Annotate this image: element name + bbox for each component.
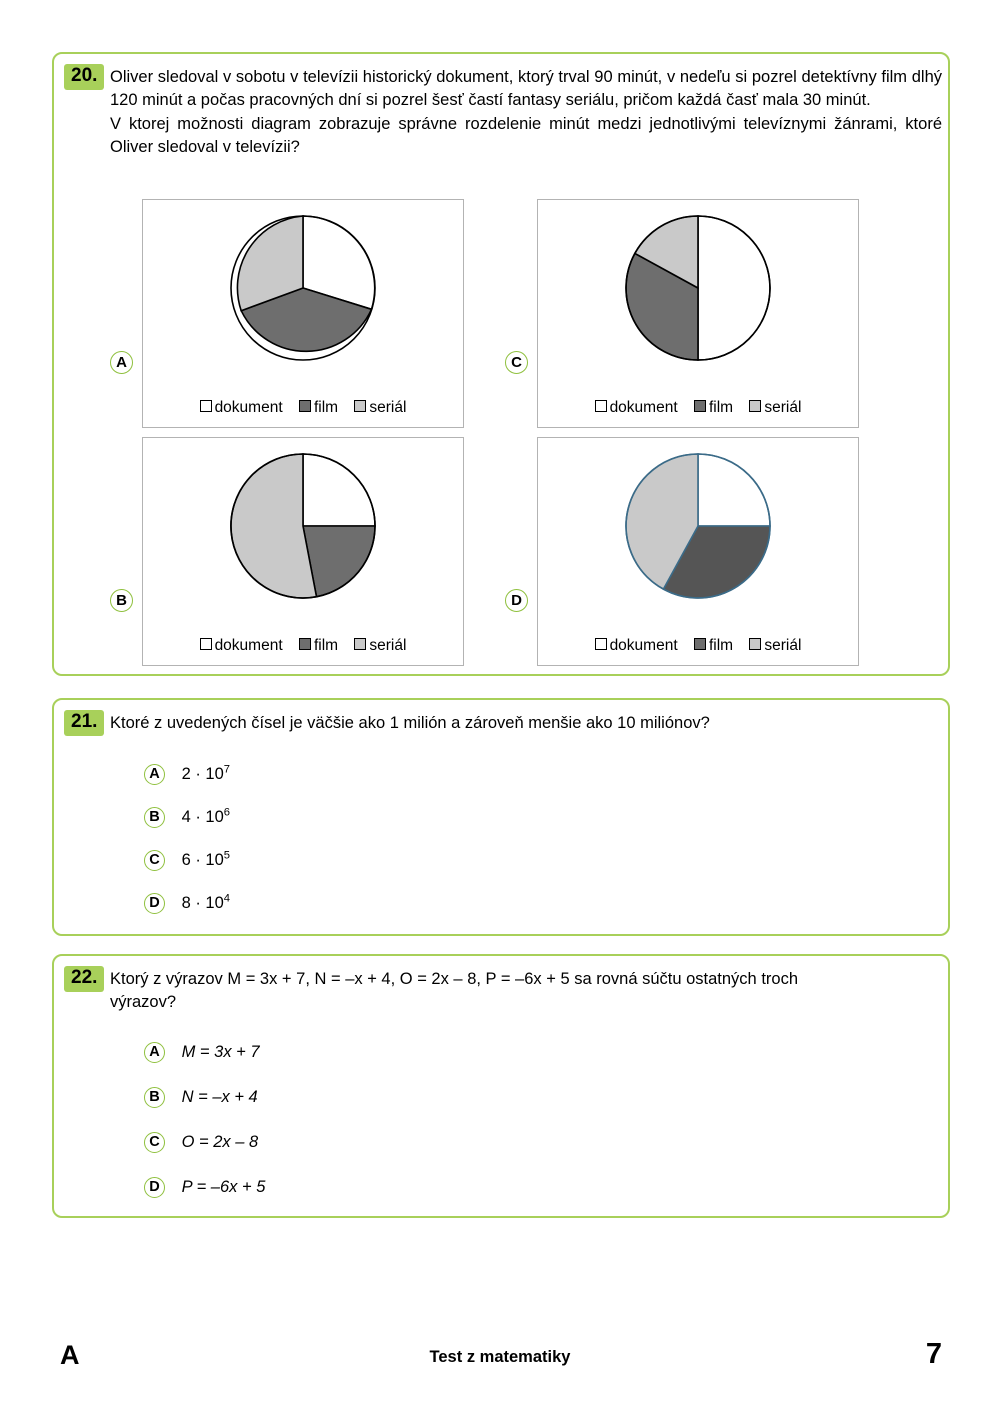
swatch-light-icon xyxy=(749,400,761,412)
pie-chart-a-svg xyxy=(223,208,383,368)
answer-row-21-b[interactable] xyxy=(144,807,230,828)
pie-chart-a xyxy=(223,208,383,373)
answer-row-22-c[interactable] xyxy=(144,1132,258,1153)
legend-label-serial: seriál xyxy=(369,399,407,416)
legend-b xyxy=(143,637,463,655)
footer-form-letter: A xyxy=(60,1340,80,1370)
pie-chart-d-svg xyxy=(618,446,778,606)
chart-panel-b[interactable] xyxy=(142,437,464,666)
answer-text-21-d xyxy=(182,893,230,914)
footer-page-number: 7 xyxy=(925,1338,942,1370)
option-letter-c: C xyxy=(144,850,165,871)
option-letter-c: C xyxy=(144,1132,165,1153)
question-21-text-line1: Ktoré z uvedených čísel je väčšie ako 1 milión a zároveň menšie ako 10 miliónov? xyxy=(110,714,710,732)
option-letter-d: D xyxy=(144,1177,165,1198)
swatch-dark-icon xyxy=(694,638,706,650)
question-21-box xyxy=(52,698,950,936)
legend-label-film: film xyxy=(708,637,734,654)
legend-label-serial: seriál xyxy=(369,637,407,654)
legend-label-dokument: dokument xyxy=(214,399,283,416)
answer-text-22-b: N = –x + 4 xyxy=(181,1088,258,1107)
footer-title: Test z matematiky xyxy=(429,1348,571,1366)
legend-item-serial xyxy=(354,637,406,654)
pie-chart-c xyxy=(618,208,778,373)
legend-label-dokument: dokument xyxy=(609,399,678,416)
swatch-white-icon xyxy=(200,400,212,412)
swatch-dark-icon xyxy=(299,400,311,412)
legend-item-serial xyxy=(749,399,801,416)
question-22-text xyxy=(110,968,946,1015)
answer-text-22-c: O = 2x – 8 xyxy=(181,1133,259,1152)
legend-item-dokument xyxy=(200,637,283,654)
legend-d xyxy=(538,637,858,655)
answer-text-21-c xyxy=(182,850,230,871)
option-letter-b: B xyxy=(144,1087,165,1108)
answer-text-21-a xyxy=(182,764,230,785)
question-20-text-line2: V ktorej možnosti diagram zobrazuje správne rozdelenie minút medzi jednotlivými televíznymi žánrami, ktoré Oliver sledoval v televízii? xyxy=(110,114,942,157)
answer-row-22-a[interactable] xyxy=(144,1042,260,1063)
chart-panel-a[interactable] xyxy=(142,199,464,428)
answer-row-21-d[interactable] xyxy=(144,893,230,914)
legend-item-serial xyxy=(354,399,406,416)
option-letter-b[interactable]: B xyxy=(110,589,133,612)
swatch-dark-icon xyxy=(299,638,311,650)
legend-label-dokument: dokument xyxy=(214,637,283,654)
answer-row-22-b[interactable] xyxy=(144,1087,258,1108)
swatch-white-icon xyxy=(595,638,607,650)
answer-base-21-a: 2 · 10 xyxy=(181,765,224,784)
legend-item-film xyxy=(694,637,733,654)
swatch-light-icon xyxy=(749,638,761,650)
swatch-light-icon xyxy=(354,400,366,412)
question-20-box xyxy=(52,52,950,676)
question-22-text-line2: výrazov? xyxy=(110,993,177,1012)
legend-c xyxy=(538,399,858,417)
answer-row-22-d[interactable] xyxy=(144,1177,265,1198)
legend-label-serial: seriál xyxy=(764,637,802,654)
pie-chart-b-svg xyxy=(223,446,383,606)
question-22-text-line1: Ktorý z výrazov M = 3x + 7, N = –x + 4, O = 2x – 8, P = –6x + 5 sa rovná súčtu ostatných troch xyxy=(110,970,798,988)
question-20-text-line1: Oliver sledoval v sobotu v televízii historický dokument, ktorý trval 90 minút, v nedeľu si pozrel detektívny film dlhý 120 minút a počas pracovných dní si pozrel šesť častí fantasy seriálu, pričom každá časť mala 30 minút. xyxy=(110,68,942,110)
legend-item-film xyxy=(299,637,338,654)
option-letter-a: A xyxy=(144,764,165,785)
legend-label-film: film xyxy=(313,399,339,416)
answer-exp-21-c: 5 xyxy=(223,849,231,862)
answer-base-21-b: 4 · 10 xyxy=(181,808,224,827)
answer-row-21-c[interactable] xyxy=(144,850,230,871)
answer-text-21-b xyxy=(182,807,230,828)
chart-panel-d[interactable] xyxy=(537,437,859,666)
legend-label-film: film xyxy=(708,399,734,416)
swatch-light-icon xyxy=(354,638,366,650)
legend-label-serial: seriál xyxy=(764,399,802,416)
answer-base-21-d: 8 · 10 xyxy=(181,894,224,913)
swatch-white-icon xyxy=(200,638,212,650)
swatch-white-icon xyxy=(595,400,607,412)
question-21-text xyxy=(110,712,942,735)
pie-chart-d xyxy=(618,446,778,611)
legend-item-film xyxy=(299,399,338,416)
answer-exp-21-d: 4 xyxy=(223,892,231,905)
option-letter-a[interactable]: A xyxy=(110,351,133,374)
pie-chart-b xyxy=(223,446,383,611)
answer-exp-21-b: 6 xyxy=(223,806,231,819)
answer-base-21-c: 6 · 10 xyxy=(181,851,224,870)
legend-item-serial xyxy=(749,637,801,654)
question-20-text xyxy=(110,66,942,160)
answer-text-22-d: P = –6x + 5 xyxy=(181,1178,266,1197)
legend-item-film xyxy=(694,399,733,416)
option-letter-b: B xyxy=(144,807,165,828)
legend-item-dokument xyxy=(595,637,678,654)
answer-exp-21-a: 7 xyxy=(223,763,231,776)
option-letter-a: A xyxy=(144,1042,165,1063)
legend-item-dokument xyxy=(200,399,283,416)
legend-label-dokument: dokument xyxy=(609,637,678,654)
answer-text-22-a: M = 3x + 7 xyxy=(181,1043,260,1062)
option-letter-c[interactable]: C xyxy=(505,351,528,374)
pie-chart-c-svg xyxy=(618,208,778,368)
option-letter-d[interactable]: D xyxy=(505,589,528,612)
question-21-number: 21. xyxy=(64,710,104,736)
answer-row-21-a[interactable] xyxy=(144,764,230,785)
chart-panel-c[interactable] xyxy=(537,199,859,428)
swatch-dark-icon xyxy=(694,400,706,412)
legend-a xyxy=(143,399,463,417)
legend-item-dokument xyxy=(595,399,678,416)
legend-label-film: film xyxy=(313,637,339,654)
question-20-number: 20. xyxy=(64,64,104,90)
option-letter-d: D xyxy=(144,893,165,914)
question-22-number: 22. xyxy=(64,966,104,992)
question-22-box xyxy=(52,954,950,1218)
